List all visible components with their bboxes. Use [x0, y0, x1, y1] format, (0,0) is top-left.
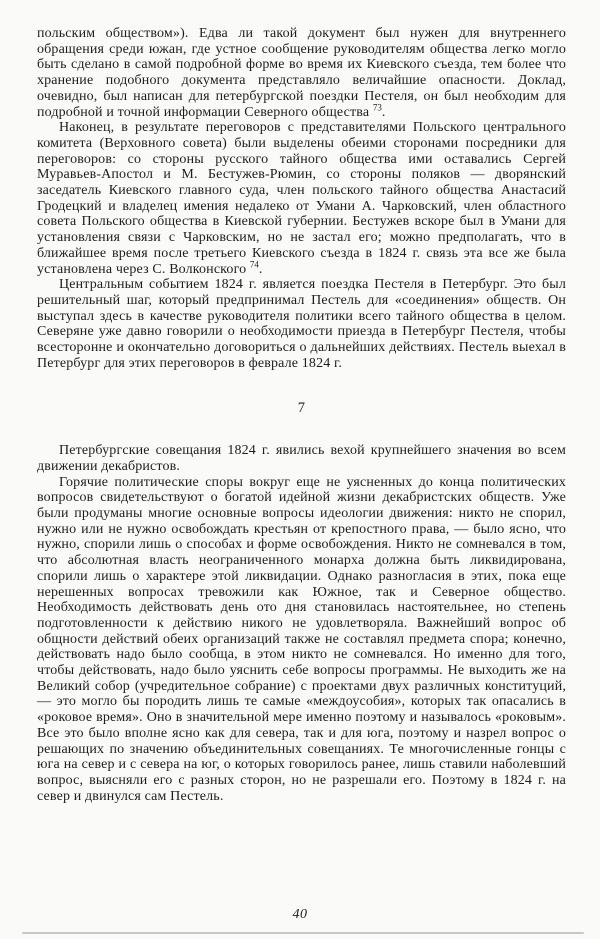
footnote-ref: 74	[249, 258, 259, 269]
page-text	[37, 26, 566, 804]
paragraph: Наконец, в результате переговоров с представителями Польского центрального комитета (Верховного совета) были выделены обеими сторонами посредники для переговоров: со стороны русского тайного общества ими оставались Сергей Муравьев-Апостол и М. Бестужев-Рюмин, со стороны поляков — дворянский заседатель Киевского главного суда, член польского тайного общества Анастасий Гродецкий и владелец имения недалеко от Умани А. Чарковский, член областного совета Польского общества в Киевской губернии. Бестужев вскоре был в Умани для установления связи с Чарковским, но не застал его; можно предполагать, что в ближайшее время после третьего Киевского съезда в 1824 г. связь эта все же была установлена через С. Волконского $^{74}$.	[37, 120, 566, 277]
paragraph: Горячие политические споры вокруг еще не уясненных до конца политических вопросов свидетельствуют о богатой идейной жизни декабристских обществ. Уже были продуманы многие основные вопросы идеологии движения: никто не спорил, нужно или не нужно освобождать крестьян от крепостного права, — было ясно, что нужно, спорили лишь о способах и форме освобождения. Никто не сомневался в том, что абсолютная власть неограниченного монарха должна быть ликвидирована, спорили лишь о характере этой ликвидации. Однако разногласия в этих, пока еще нерешенных вопросах тревожили как Южное, так и Северное общество. Необходимость действовать день ото дня становилась настоятельнее, но степень подготовленности к действию никого не удовлетворяла. Важнейший вопрос об общности действий обеих организаций также не составлял предмета спора; конечно, действовать надо было сообща, в этом никто не сомневался. Но именно для того, чтобы действовать, надо было уяснить себе вопросы программы. Не выходить же на Великий собор (учредительное собрание) с проектами двух различных конституций, — это могло бы породить лишь те самые «междоусобия», которых так опасались в «роковое время». Оно в значительной мере именно поэтому и называлось «роковым». Все это было вполне ясно как для севера, так и для юга, поэтому и назрел вопрос о решающих по значению объединительных совещаниях. Те многочисленные гонцы с юга на север и с севера на юг, о которых говорилось ранее, лишь ставили наболевший вопрос, выясняли его с разных сторон, но не разрешали его. Поэтому в 1824 г. на север и двинулся сам Пестель.	[37, 474, 566, 804]
footnote-ref: 73	[372, 101, 382, 112]
paragraph: польским обществом»). Едва ли такой документ был нужен для внутреннего обращения среди южан, где устное сообщение руководителям общества легко могло быть сделано в самой подробной форме во время их Киевского съезда, тем более что хранение подобного документа представляло величайшие опасности. Доклад, очевидно, был написан для петербургской поездки Пестеля, он был необходим для подробной и точной информации Северного общества $^{73}$.	[37, 26, 566, 120]
paragraph: Петербургские совещания 1824 г. явились вехой крупнейшего значения во всем движении декабристов.	[37, 443, 566, 474]
page-number: 40	[292, 907, 308, 923]
paragraph: Центральным событием 1824 г. является поездка Пестеля в Петербург. Это был решительный шаг, который предпринимал Пестель для «соединения» обществ. Он выступал здесь в качестве руководителя политики всего тайного общества в целом. Северяне уже давно говорили о необходимости приезда в Петербург Пестеля, чтобы всесторонне и окончательно договориться о дальнейших действиях. Пестель выехал в Петербург для этих переговоров в феврале 1824 г.	[37, 277, 566, 371]
section-number-heading: 7	[297, 400, 306, 417]
scan-edge-artifact	[22, 932, 584, 934]
